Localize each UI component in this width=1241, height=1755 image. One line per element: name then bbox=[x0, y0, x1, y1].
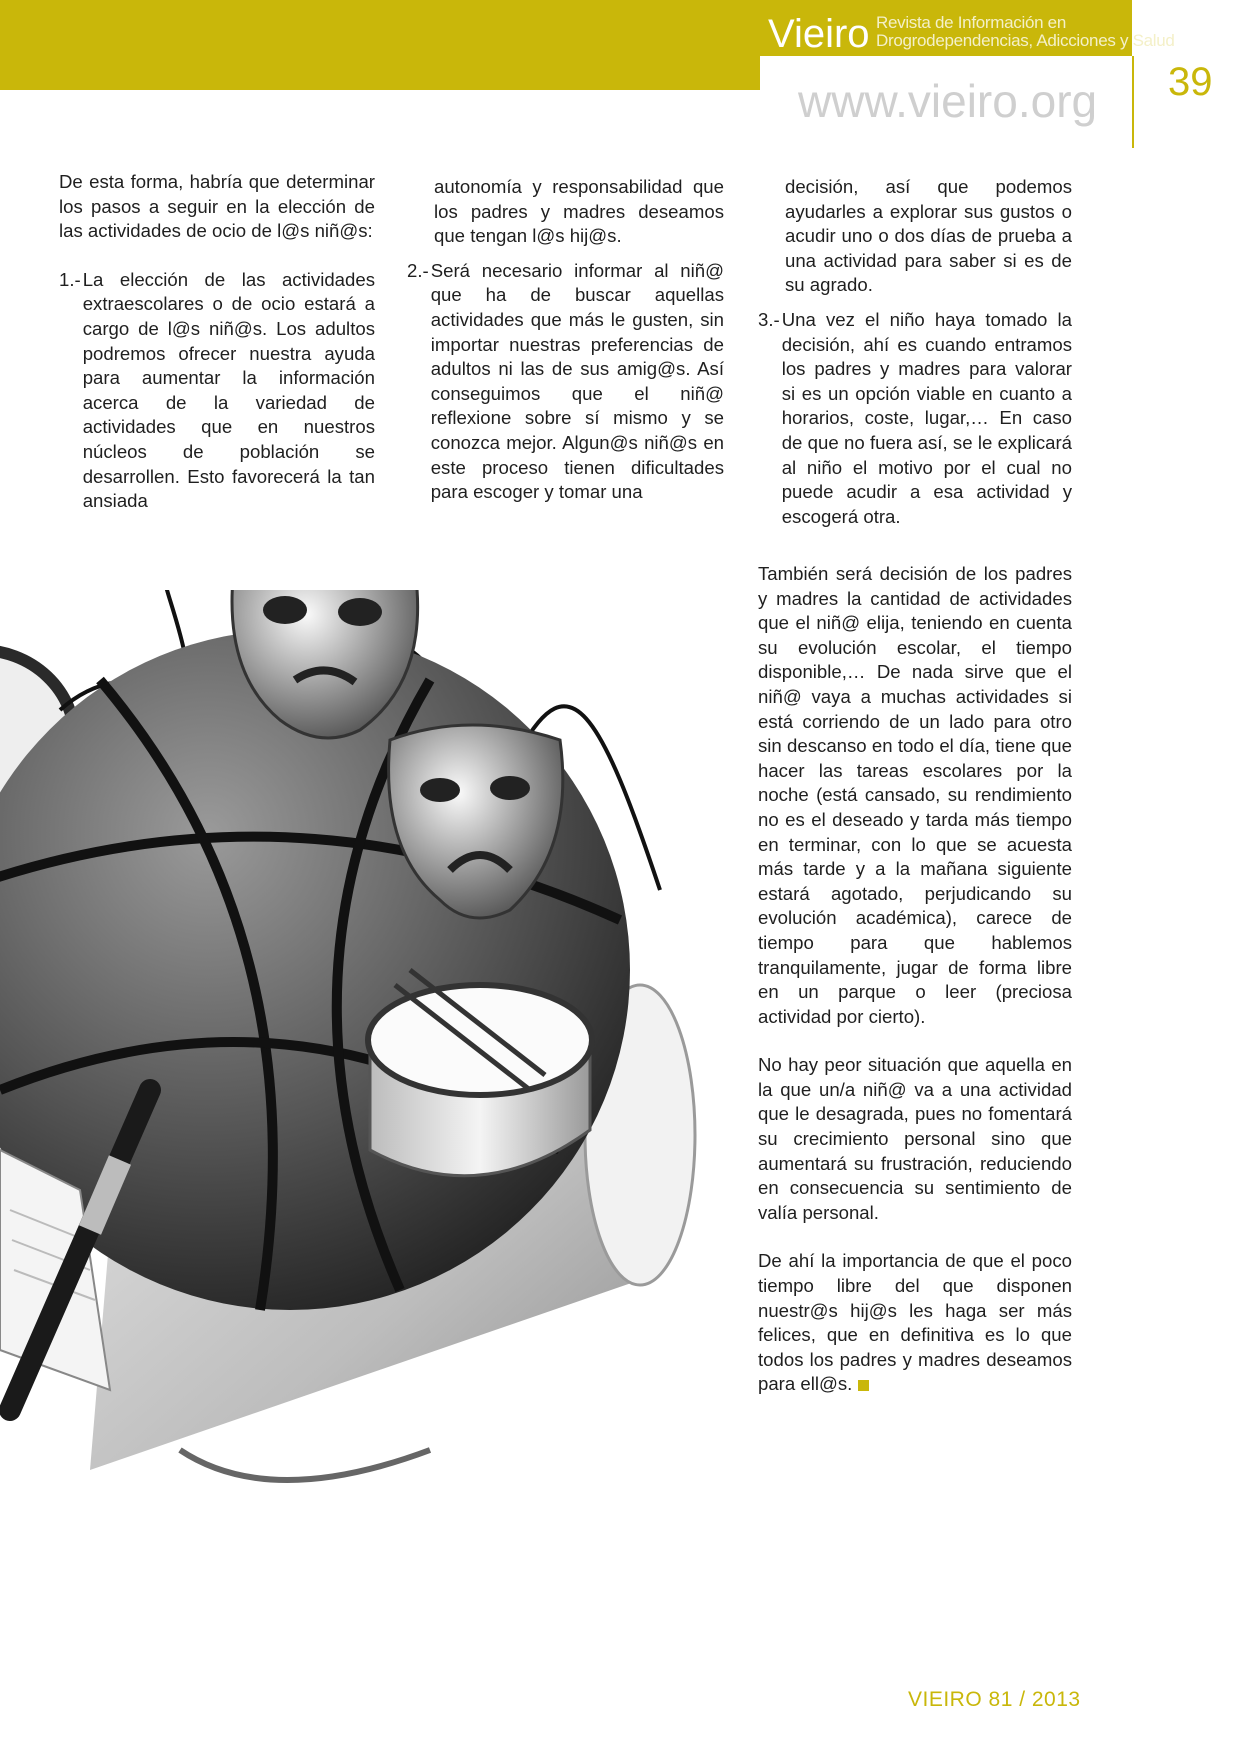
list-number: 3.- bbox=[758, 308, 780, 330]
continuation-paragraph: decisión, así que podemos ayudarles a explorar sus gustos o acudir uno o dos días de prueba a una actividad para saber si es de su agrado. bbox=[785, 176, 1072, 296]
header-divider bbox=[1132, 56, 1134, 148]
list-number: 2.- bbox=[407, 259, 429, 281]
list-number: 1.- bbox=[59, 268, 81, 290]
intro-paragraph: De esta forma, habría que determinar los pasos a seguir en la elección de las actividades de ocio de l@s niñ@s: bbox=[59, 171, 375, 242]
page-number: 39 bbox=[1168, 60, 1213, 104]
website-url[interactable]: www.vieiro.org bbox=[798, 75, 1098, 127]
paragraph-quantity: También será decisión de los padres y madres la cantidad de actividades que el niñ@ elija, teniendo en cuenta su evolución escolar, el tiempo disponible,… De nada sirve que el niñ@ vaya a muchas actividades si está corriendo de un lado para otro sin descanso en todo el día, tiene que hacer las tareas escolares por la noche (está cansado, su rendimiento no es el deseado y tarda más tiempo en terminar, con lo que se acuesta más tarde y a la mañana siguiente estará agotado, perjudicando su evolución académica), carece de tiempo para que hablemos tranquilamente, jugar de forma libre en un parque o leer (preciosa actividad por cierto). bbox=[758, 563, 1072, 1027]
article-column-3 bbox=[758, 175, 1072, 529]
list-item-2 bbox=[407, 259, 724, 505]
list-text: Será necesario informar al niñ@ que ha de buscar aquellas actividades que más le gusten, sin importar nuestras preferencias de adultos ni las de sus amig@s. Así conseguimos que el niñ@ reflexione sobre sí mismo y se conozca mejor. Algun@s niñ@s en este proceso tienen dificultades para escoger y tomar una bbox=[430, 259, 724, 503]
brand-description bbox=[876, 14, 1175, 50]
header-band bbox=[0, 0, 760, 90]
footer-issue: VIEIRO 81 / 2013 bbox=[908, 1688, 1081, 1711]
end-of-article-icon bbox=[858, 1380, 869, 1391]
list-item-3 bbox=[758, 308, 1072, 529]
paragraph-situation: No hay peor situación que aquella en la que un/a niñ@ va a una actividad que le desagrada, pues no fomentará su crecimiento personal sino que aumentará su frustración, reduciendo en consecuencia su sentimiento de valía personal. bbox=[758, 1054, 1072, 1223]
brand-description-line2: Drogrodependencias, Adicciones y Salud bbox=[876, 31, 1175, 50]
article-column-1 bbox=[59, 170, 375, 514]
snare-drum-icon bbox=[368, 970, 592, 1176]
conclusion-text: De ahí la importancia de que el poco tiempo libre del que disponen nuestr@s hij@s les haga ser más felices, que en definitiva es lo que todos los padres y madres deseamos para ell@s. bbox=[758, 1250, 1072, 1395]
article-column-3-lower bbox=[758, 562, 1072, 1397]
continuation-paragraph: autonomía y responsabilidad que los padres y madres deseamos que tengan l@s hij@s. bbox=[434, 176, 724, 247]
article-column-2 bbox=[407, 175, 724, 505]
brand-name: Vieiro bbox=[768, 12, 870, 56]
paragraph-conclusion bbox=[758, 1249, 1072, 1397]
list-text: Una vez el niño haya tomado la decisión, ahí es cuando entramos los padres y madres para valorar si es un opción viable en cuanto a horarios, coste, lugar,… En caso de que no fuera así, se le explicará al niño el motivo por el cual no puede acudir a esa actividad y escogerá otra. bbox=[781, 308, 1072, 527]
list-text: La elección de las actividades extraescolares o de ocio estará a cargo de l@s niñ@s. Los adultos podremos ofrecer nuestra ayuda para aumentar la información acerca de la variedad de actividades que en nuestros núcleos de población se desarrollen. Esto favorecerá la tan ansiada bbox=[82, 268, 375, 512]
list-item-1 bbox=[59, 268, 375, 514]
brand-description-line1: Revista de Información en bbox=[876, 13, 1066, 32]
activities-collage-image bbox=[0, 590, 770, 1570]
